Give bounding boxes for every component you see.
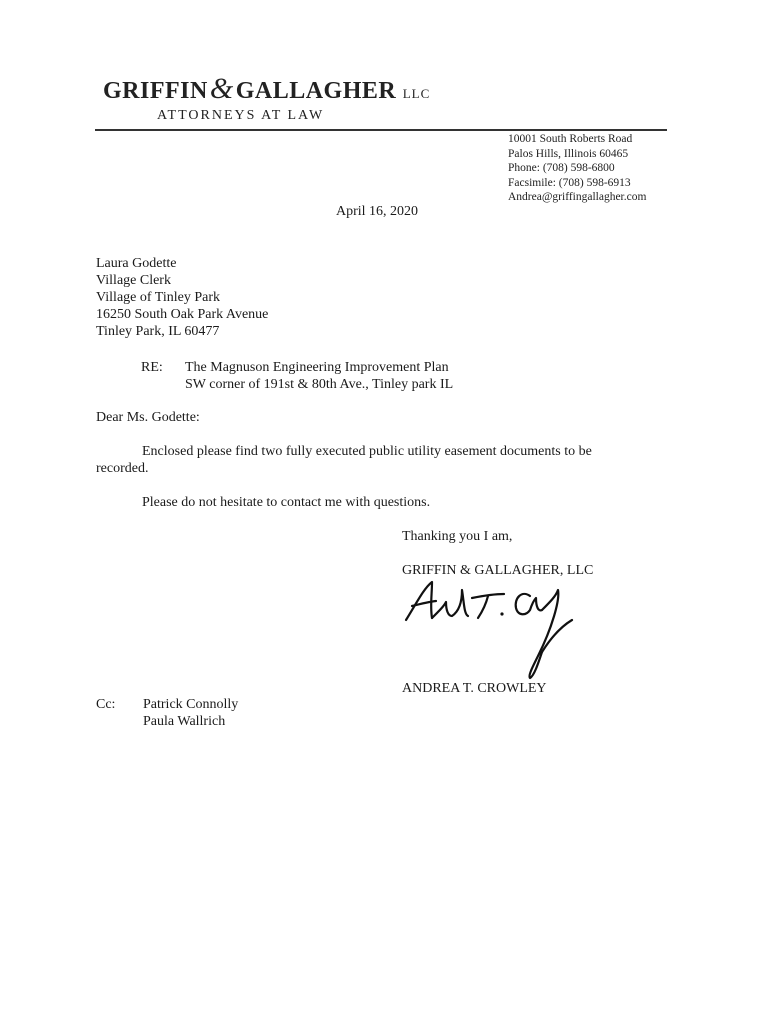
address-line: Palos Hills, Illinois 60465 [508,147,629,160]
recipient-title: Village Clerk [96,273,171,288]
recipient-block [96,255,268,340]
re-label: RE: [141,360,163,375]
recipient-city: Tinley Park, IL 60477 [96,324,220,339]
firm-suffix: LLC [402,86,431,101]
body-line: recorded. [96,461,149,476]
body-paragraph-1 [96,443,616,477]
salutation: Dear Ms. Godette: [96,410,200,425]
cc-name: Paula Wallrich [143,714,226,729]
firm-address-block [508,132,668,205]
recipient-name: Laura Godette [96,256,177,271]
re-line: SW corner of 191st & 80th Ave., Tinley park IL [185,377,454,392]
firm-name-part1: GRIFFIN [103,78,208,104]
firm-logo [103,72,430,106]
email-line: Andrea@griffingallagher.com [508,191,647,203]
signer-name: ANDREA T. CROWLEY [402,681,547,696]
cc-name: Patrick Connolly [143,697,239,712]
firm-signature-line: GRIFFIN & GALLAGHER, LLC [402,563,594,578]
recipient-organization: Village of Tinley Park [96,290,220,305]
firm-tagline: ATTORNEYS AT LAW [157,108,325,123]
handwritten-signature [402,576,592,682]
body-line: Enclosed please find two fully executed public utility easement documents to be [142,444,592,459]
address-line: 10001 South Roberts Road [508,133,633,145]
letter-date: April 16, 2020 [336,204,419,219]
closing: Thanking you I am, [402,529,513,544]
re-subject [185,359,453,393]
letterhead-divider [95,129,667,131]
re-line: The Magnuson Engineering Improvement Plan [185,360,449,375]
fax-line: Facsimile: (708) 598-6913 [508,176,631,189]
firm-name-part2: GALLAGHER [235,78,397,104]
cc-label: Cc: [96,697,116,712]
firm-ampersand: & [209,72,234,105]
body-paragraph-2: Please do not hesitate to contact me with questions. [142,495,431,510]
cc-list [143,696,238,730]
phone-line: Phone: (708) 598-6800 [508,162,615,174]
recipient-street: 16250 South Oak Park Avenue [96,307,269,322]
